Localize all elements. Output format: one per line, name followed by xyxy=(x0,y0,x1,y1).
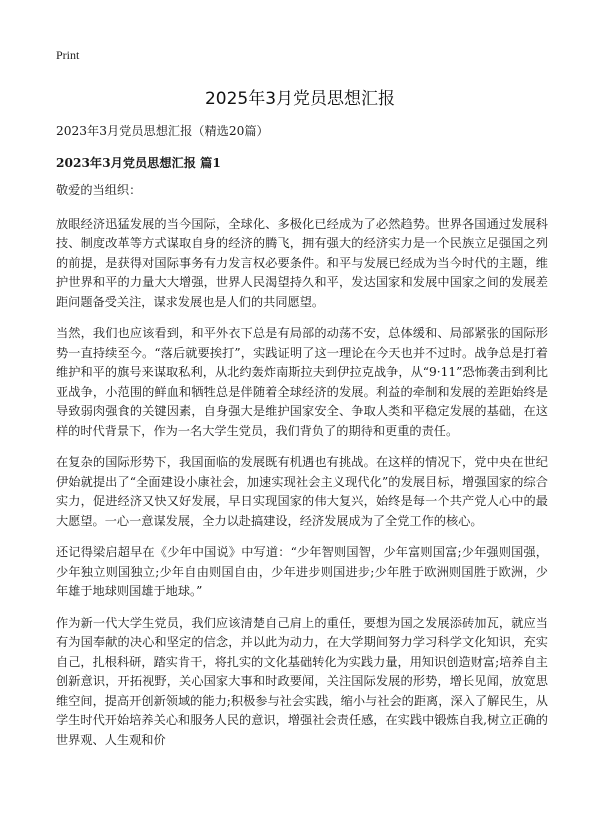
document-body xyxy=(56,122,548,762)
paragraph-3: 在复杂的国际形势下，我国面临的发展既有机遇也有挑战。在这样的情况下，党中央在世纪伊始就提出了“全面建设小康社会，加速实现社会主义现代化”的发展目标，增强国家的综合实力，促进经济又快又好发展，早日实现国家的伟大复兴，始终是每一个共产党人心中的最大愿望。一心一意谋发展，全力以赴搞建设，经济发展成为了全党工作的核心。 xyxy=(56,455,548,528)
document-title: 2025年3月党员思想汇报 xyxy=(204,89,396,109)
paragraph-5: 作为新一代大学生党员，我们应该清楚自己肩上的重任，要想为国之发展添砖加瓦，就应当有为国奉献的决心和坚定的信念，并以此为动力，在大学期间努力学习科学文化知识，充实自己，扎根科研，踏实肯干，将扎实的文化基础转化为实践力量，用知识创造财富;培养自主创新意识，开拓视野，关心国家大事和时政要闻，关注国际发展的形势，增长见闻，放宽思维空间，提高开创新领域的能力;积极参与社会实践，缩小与社会的距离，深入了解民生，从学生时代开始培养关心和服务人民的意识，增强社会责任感，在实践中锻炼自我,树立正确的世界观、人生观和价 xyxy=(56,615,548,747)
salutation: 敬爱的当组织： xyxy=(56,183,142,197)
paragraph-1: 放眼经济迅猛发展的当今国际，全球化、多极化已经成为了必然趋势。世界各国通过发展科技、制度改革等方式谋取自身的经济的腾飞，拥有强大的经济实力是一个民族立足强国之列的前提，是获得对国际事务有力发言权必要条件。和平与发展已经成为当今时代的主题，维护世界和平的力量大大增强，世界人民渴望持久和平，发达国家和发展中国家之间的发展差距问题备受关注，谋求发展也是人们的共同愿望。 xyxy=(56,216,548,309)
paragraph-4: 还记得梁启超早在《少年中国说》中写道：“少年智则国智，少年富则国富;少年强则国强，少年独立则国独立;少年自由则国自由，少年进步则国进步;少年胜于欧洲则国胜于欧洲，少年雄于地球则国雄于地球。” xyxy=(56,545,548,598)
paragraph-2: 当然，我们也应该看到，和平外衣下总是有局部的动荡不安，总体缓和、局部紧张的国际形势一直持续至今。“落后就要挨打”，实践证明了这一理论在今天也并不过时。战争总是打着维护和平的旗号来谋取私利，从北约轰炸南斯拉夫到伊拉克战争，从“9·11”恐怖袭击到利比亚战争，小范围的鲜血和牺牲总是伴随着全球经济的发展。利益的牵制和发展的差距始终是导致弱肉强食的关键因素，自身强大是维护国家安全、争取人类和平稳定发展的基础，在这样的时代背景下，作为一名大学生党员，我们背负了的期待和更重的责任。 xyxy=(56,326,548,438)
print-link[interactable]: Print xyxy=(56,48,80,62)
document-subtitle: 2023年3月党员思想汇报（精选20篇） xyxy=(56,124,269,138)
section-heading: 2023年3月党员思想汇报 篇1 xyxy=(56,155,221,170)
